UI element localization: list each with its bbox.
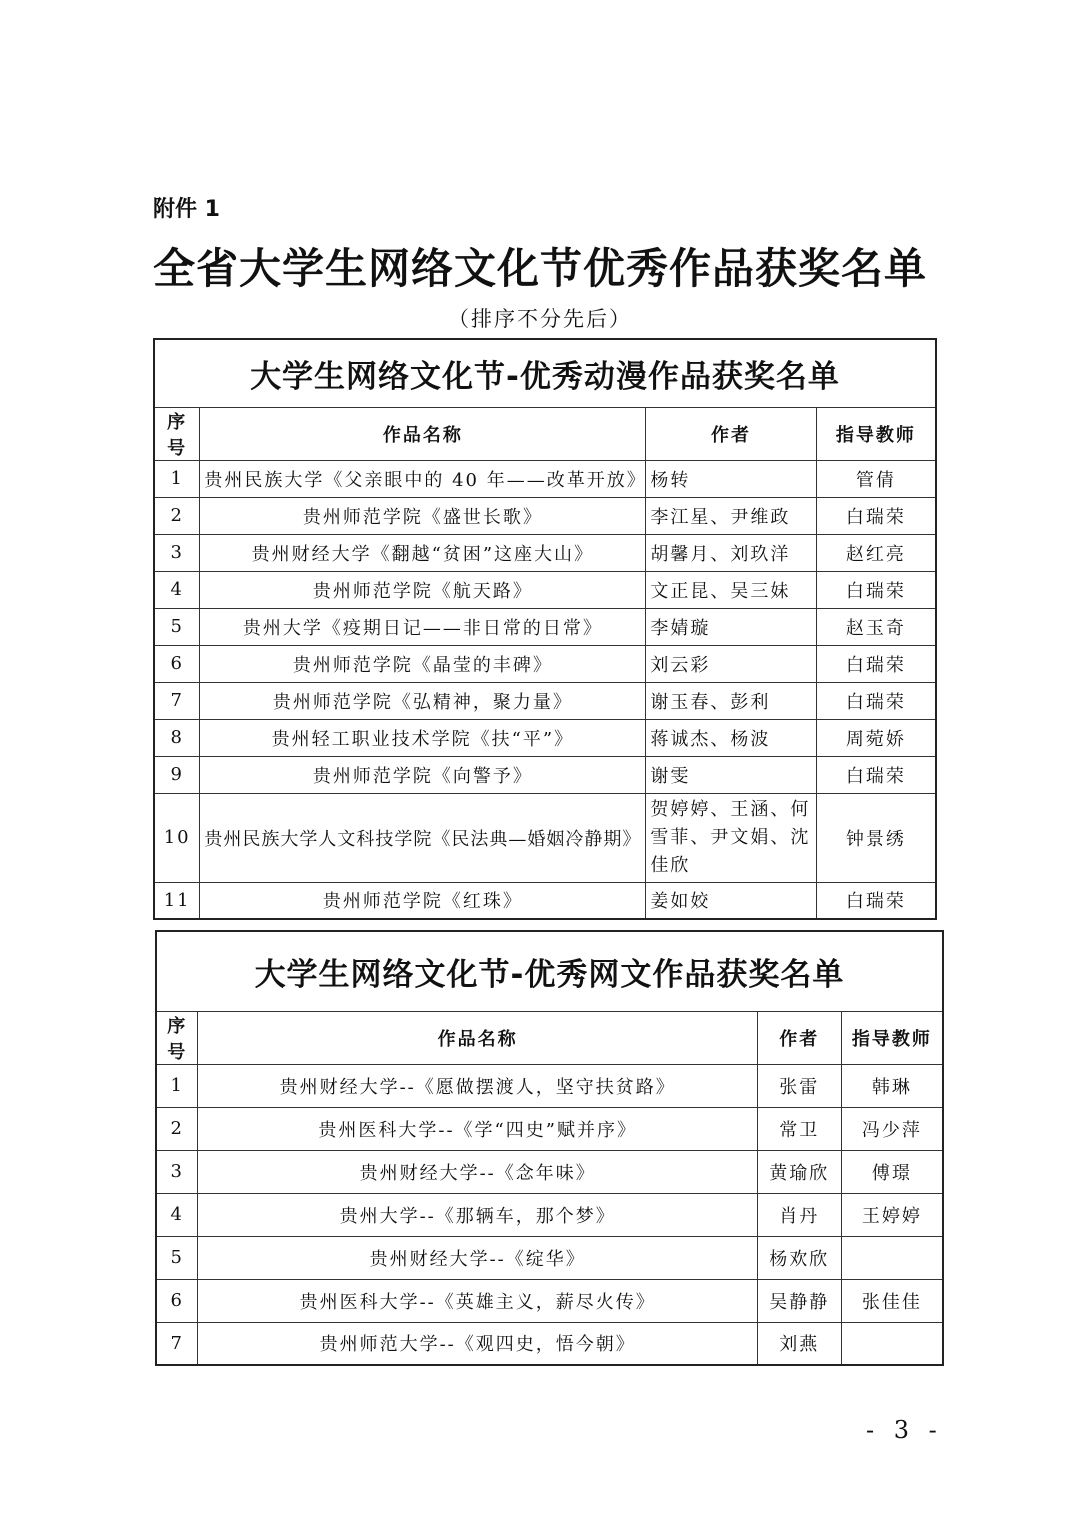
row-teacher: 张佳佳 (841, 1279, 943, 1322)
row-work: 贵州财经大学《翻越“贫困”这座大山》 (200, 534, 646, 571)
row-teacher: 白瑞荣 (816, 756, 936, 793)
table-row (156, 1107, 943, 1150)
row-work: 贵州财经大学--《愿做摆渡人，坚守扶贫路》 (198, 1064, 757, 1107)
table-row (154, 497, 936, 534)
row-author: 刘云彩 (646, 645, 816, 682)
row-author: 文正昆、吴三妹 (646, 571, 816, 608)
row-no: 1 (156, 1064, 198, 1107)
row-teacher: 钟景绣 (816, 793, 936, 882)
row-teacher: 赵玉奇 (816, 608, 936, 645)
row-no: 4 (154, 571, 200, 608)
row-author: 吴静静 (757, 1279, 841, 1322)
page-title: 全省大学生网络文化节优秀作品获奖名单 (152, 244, 927, 293)
table-row (156, 1193, 943, 1236)
row-no: 5 (156, 1236, 198, 1279)
row-work: 贵州民族大学人文科技学院《民法典—婚姻冷静期》 (200, 793, 646, 882)
header-work: 作品名称 (200, 407, 646, 460)
row-teacher: 管倩 (816, 460, 936, 497)
row-no: 3 (154, 534, 200, 571)
row-no: 1 (154, 460, 200, 497)
header-no: 序号 (154, 407, 200, 460)
table-row (154, 460, 936, 497)
row-work: 贵州大学《疫期日记——非日常的日常》 (200, 608, 646, 645)
page-number: - 3 - (866, 1416, 943, 1444)
row-no: 7 (154, 682, 200, 719)
row-work: 贵州师范学院《弘精神，聚力量》 (200, 682, 646, 719)
table-row (156, 1236, 943, 1279)
row-no: 10 (154, 793, 200, 882)
table-row (154, 793, 936, 882)
page-subtitle: （排序不分先后） (448, 307, 632, 331)
table-row (154, 608, 936, 645)
header-author: 作者 (646, 407, 816, 460)
table-row (154, 534, 936, 571)
row-teacher: 白瑞荣 (816, 497, 936, 534)
row-work: 贵州师范学院《红珠》 (200, 882, 646, 919)
row-work: 贵州师范学院《航天路》 (200, 571, 646, 608)
row-author: 杨欢欣 (757, 1236, 841, 1279)
row-teacher: 周菀娇 (816, 719, 936, 756)
row-teacher: 白瑞荣 (816, 682, 936, 719)
row-no: 4 (156, 1193, 198, 1236)
row-no: 6 (154, 645, 200, 682)
row-work: 贵州财经大学--《绽华》 (198, 1236, 757, 1279)
header-work: 作品名称 (198, 1011, 757, 1064)
row-author: 张雷 (757, 1064, 841, 1107)
row-work: 贵州医科大学--《学“四史”赋并序》 (198, 1107, 757, 1150)
attachment-label: 附件 1 (153, 197, 220, 222)
row-teacher: 白瑞荣 (816, 571, 936, 608)
row-no: 9 (154, 756, 200, 793)
row-author: 黄瑜欣 (757, 1150, 841, 1193)
row-author: 胡馨月、刘玖洋 (646, 534, 816, 571)
row-no: 2 (156, 1107, 198, 1150)
header-teacher: 指导教师 (841, 1011, 943, 1064)
row-author: 蒋诚杰、杨波 (646, 719, 816, 756)
web-literature-awards-table (155, 930, 944, 1366)
row-work: 贵州师范学院《晶莹的丰碑》 (200, 645, 646, 682)
row-no: 6 (156, 1279, 198, 1322)
row-author: 肖丹 (757, 1193, 841, 1236)
row-author: 姜如姣 (646, 882, 816, 919)
table-row (154, 882, 936, 919)
row-author: 贺婷婷、王涵、何雪菲、尹文娟、沈佳欣 (646, 793, 816, 882)
table-row (154, 571, 936, 608)
header-teacher: 指导教师 (816, 407, 936, 460)
row-no: 7 (156, 1322, 198, 1365)
row-work: 贵州医科大学--《英雄主义，薪尽火传》 (198, 1279, 757, 1322)
animation-awards-table (153, 338, 937, 920)
table-row (156, 1279, 943, 1322)
row-author: 李婧璇 (646, 608, 816, 645)
row-work: 贵州师范学院《向警予》 (200, 756, 646, 793)
table-title: 大学生网络文化节-优秀动漫作品获奖名单 (154, 339, 936, 407)
row-no: 8 (154, 719, 200, 756)
row-author: 谢雯 (646, 756, 816, 793)
row-teacher: 傅璟 (841, 1150, 943, 1193)
row-author: 刘燕 (757, 1322, 841, 1365)
row-teacher: 冯少萍 (841, 1107, 943, 1150)
row-no: 5 (154, 608, 200, 645)
row-no: 2 (154, 497, 200, 534)
row-work: 贵州师范学院《盛世长歌》 (200, 497, 646, 534)
row-work: 贵州师范大学--《观四史，悟今朝》 (198, 1322, 757, 1365)
row-author: 谢玉春、彭利 (646, 682, 816, 719)
table-row (154, 756, 936, 793)
table-row (156, 1322, 943, 1365)
row-author: 杨转 (646, 460, 816, 497)
row-work: 贵州轻工职业技术学院《扶“平”》 (200, 719, 646, 756)
table-row (154, 645, 936, 682)
table-row (154, 682, 936, 719)
row-no: 11 (154, 882, 200, 919)
header-no: 序号 (156, 1011, 198, 1064)
row-work: 贵州民族大学《父亲眼中的 40 年——改革开放》 (200, 460, 646, 497)
row-author: 李江星、尹维政 (646, 497, 816, 534)
header-author: 作者 (757, 1011, 841, 1064)
row-teacher: 王婷婷 (841, 1193, 943, 1236)
row-work: 贵州财经大学--《念年味》 (198, 1150, 757, 1193)
row-no: 3 (156, 1150, 198, 1193)
row-teacher (841, 1322, 943, 1365)
row-author: 常卫 (757, 1107, 841, 1150)
row-teacher: 白瑞荣 (816, 645, 936, 682)
table-title: 大学生网络文化节-优秀网文作品获奖名单 (156, 931, 943, 1011)
row-teacher: 白瑞荣 (816, 882, 936, 919)
table-row (156, 1064, 943, 1107)
row-teacher: 韩琳 (841, 1064, 943, 1107)
row-teacher (841, 1236, 943, 1279)
table-row (156, 1150, 943, 1193)
row-teacher: 赵红亮 (816, 534, 936, 571)
row-work: 贵州大学--《那辆车，那个梦》 (198, 1193, 757, 1236)
table-row (154, 719, 936, 756)
